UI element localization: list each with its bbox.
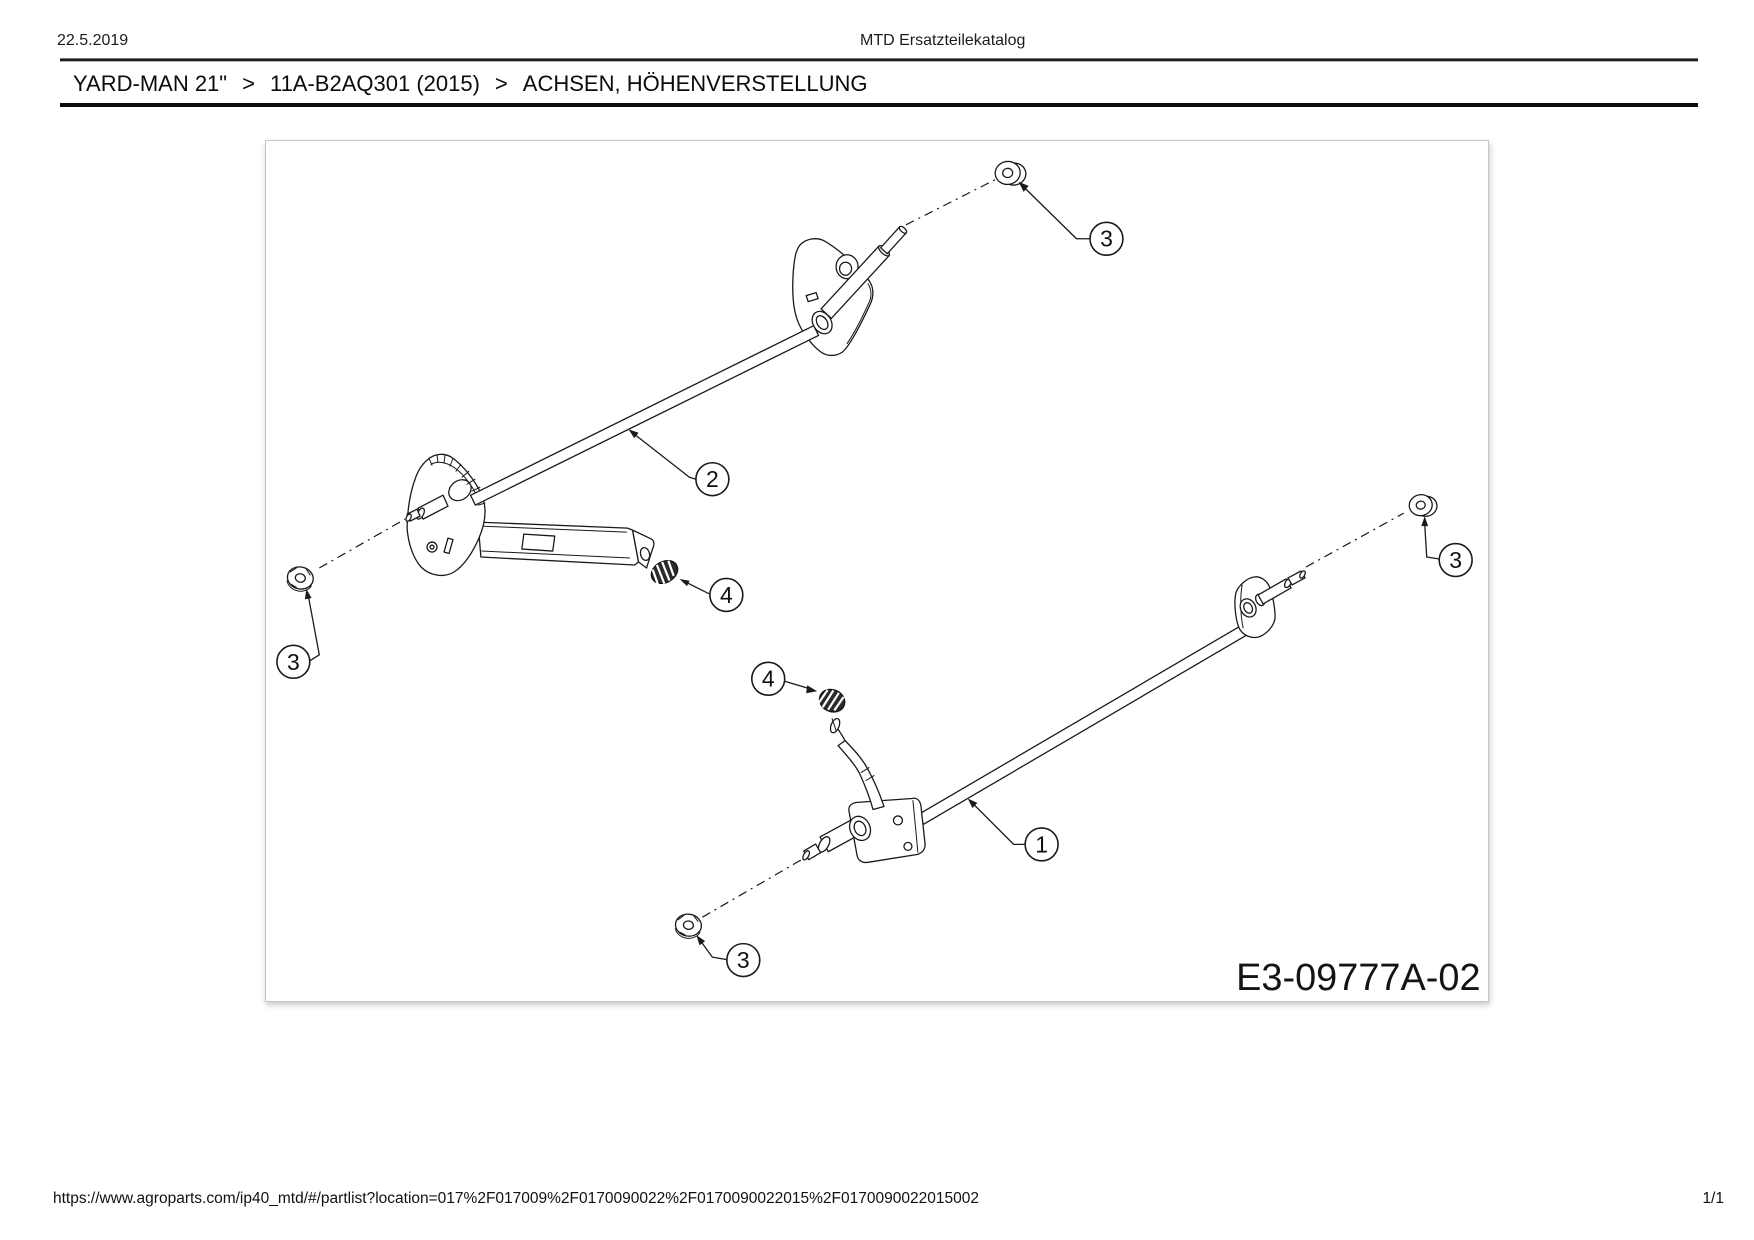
compression-spring-lower xyxy=(816,685,849,716)
drawing-number: E3-09777A-02 xyxy=(1236,957,1481,1000)
flange-nut-left xyxy=(285,565,315,594)
breadcrumb-divider xyxy=(60,103,1698,107)
callout-layer xyxy=(277,222,1472,976)
callout-number: 4 xyxy=(761,665,775,692)
callout-number: 2 xyxy=(706,466,719,493)
breadcrumb-separator: > xyxy=(242,71,255,96)
flange-nut-bottom xyxy=(674,913,703,941)
callout-number: 3 xyxy=(736,947,750,974)
callout-number: 1 xyxy=(1035,831,1048,858)
breadcrumb-item: ACHSEN, HÖHENVERSTELLUNG xyxy=(522,71,868,96)
callout-number: 4 xyxy=(719,581,733,608)
hanger-bracket-right xyxy=(1235,570,1306,638)
callout-number: 3 xyxy=(286,648,300,675)
callout-number: 3 xyxy=(1449,547,1463,574)
parts-diagram-panel xyxy=(265,140,1489,1002)
breadcrumb-item: YARD-MAN 21" xyxy=(73,71,228,96)
compression-spring-upper xyxy=(647,556,682,588)
print-date: 22.5.2019 xyxy=(57,32,129,49)
centerline-upper-right xyxy=(906,179,997,225)
header-divider xyxy=(60,58,1698,62)
axle-rod-upper xyxy=(471,326,819,505)
adjuster-lever-upper xyxy=(478,522,654,568)
callout-number: 3 xyxy=(1100,225,1113,252)
breadcrumb-item: 11A-B2AQ301 (2015) xyxy=(269,71,480,96)
cam-bracket-upper xyxy=(405,454,485,575)
breadcrumb-separator: > xyxy=(494,71,508,96)
axle-assembly-lower xyxy=(674,492,1439,940)
axle-assembly-upper xyxy=(285,159,1027,593)
page-indicator: 1/1 xyxy=(1702,1190,1724,1207)
centerline-lower-left xyxy=(702,859,802,917)
footer-url: https://www.agroparts.com/ip40_mtd/#/partlist?location=017%2F017009%2F0170090022%2F0170090022015%2F0170090022015002 xyxy=(53,1190,979,1207)
flange-nut-right xyxy=(1408,492,1439,519)
centerline-upper-left xyxy=(319,519,405,568)
breadcrumb xyxy=(73,71,868,97)
centerline-lower-right xyxy=(1306,513,1404,567)
axle-rod-lower xyxy=(918,613,1268,824)
exploded-parts-drawing xyxy=(266,141,1488,1001)
adjuster-lever-lower xyxy=(829,717,884,809)
document-title: MTD Ersatzteilekatalog xyxy=(860,32,1026,49)
flange-nut-upper-right xyxy=(994,159,1028,187)
